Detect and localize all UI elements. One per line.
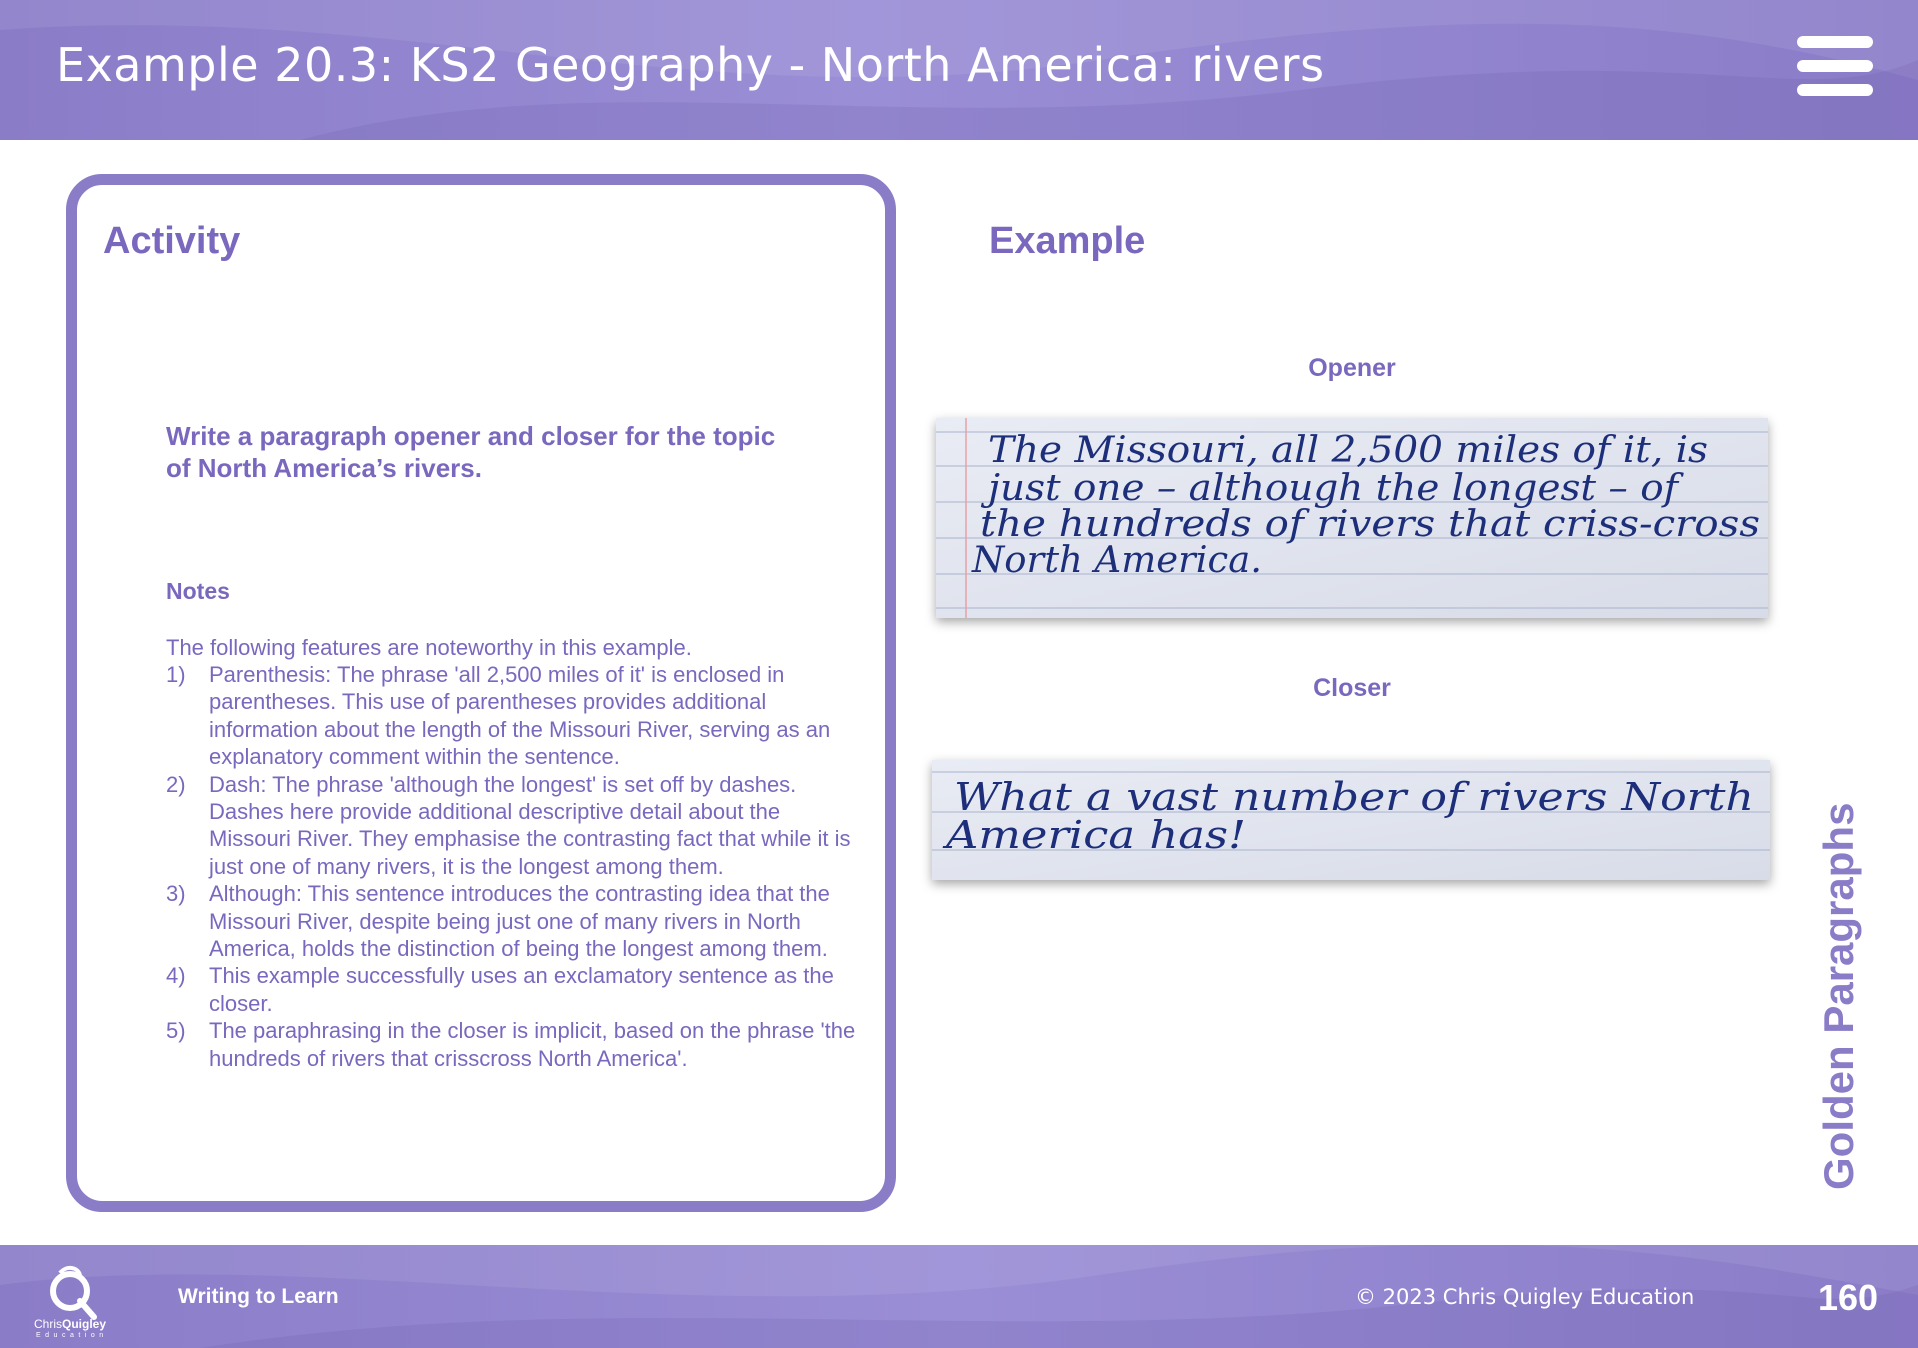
opener-line: the hundreds of rivers that criss-cross xyxy=(980,504,1760,545)
notes-heading: Notes xyxy=(166,578,230,604)
footer-series-title: Writing to Learn xyxy=(178,1285,339,1308)
opener-line: The Missouri, all 2,500 miles of it, is xyxy=(988,430,1708,471)
page-title: Example 20.3: KS2 Geography - North America: rivers xyxy=(56,38,1325,92)
closer-line: America has! xyxy=(942,813,1246,857)
closer-label: Closer xyxy=(1313,674,1391,702)
closer-handwriting-photo xyxy=(932,760,1770,880)
notes-list xyxy=(166,661,866,1072)
opener-line: just one – although the longest – of xyxy=(980,468,1685,509)
opener-line: North America. xyxy=(970,540,1262,581)
header-banner xyxy=(0,0,1918,140)
activity-heading: Activity xyxy=(103,220,241,262)
note-item: 4) This example successfully uses an exclamatory sentence as the closer. xyxy=(166,963,834,1016)
note-item: 1) Parenthesis: The phrase 'all 2,500 miles of it' is enclosed in parentheses. This use of parentheses provides additional information about the length of the Missouri River, serving as an explanatory comment within the sentence. xyxy=(166,662,831,770)
logo-wordmark: ChrisQuigley xyxy=(34,1317,107,1331)
closer-line: What a vast number of rivers North xyxy=(954,775,1754,819)
notes-intro: The following features are noteworthy in this example. xyxy=(166,635,692,660)
note-item: 3) Although: This sentence introduces the contrasting idea that the Missouri River, despite being just one of many rivers in North America, holds the distinction of being the longest among them. xyxy=(166,881,830,962)
opener-handwriting-photo xyxy=(936,418,1768,618)
page-number: 160 xyxy=(1818,1277,1879,1318)
example-heading: Example xyxy=(989,220,1146,262)
footer-copyright: © 2023 Chris Quigley Education xyxy=(1355,1285,1695,1309)
note-item: 5) The paraphrasing in the closer is implicit, based on the phrase 'the hundreds of rivers that crisscross North America'. xyxy=(166,1018,856,1071)
opener-label: Opener xyxy=(1308,354,1396,382)
note-item: 2) Dash: The phrase 'although the longest' is set off by dashes. Dashes here provide additional descriptive detail about the Missouri River. They emphasise the contrasting fact that while it is just one of many rivers, it is the longest among them. xyxy=(166,771,851,879)
hamburger-menu-icon[interactable] xyxy=(1797,36,1873,96)
side-label: Golden Paragraphs xyxy=(1815,802,1862,1190)
footer-banner xyxy=(0,1245,1918,1348)
logo-subtitle: Education xyxy=(36,1332,108,1339)
activity-task: Write a paragraph opener and closer for the topic of North America’s rivers. xyxy=(166,421,776,483)
